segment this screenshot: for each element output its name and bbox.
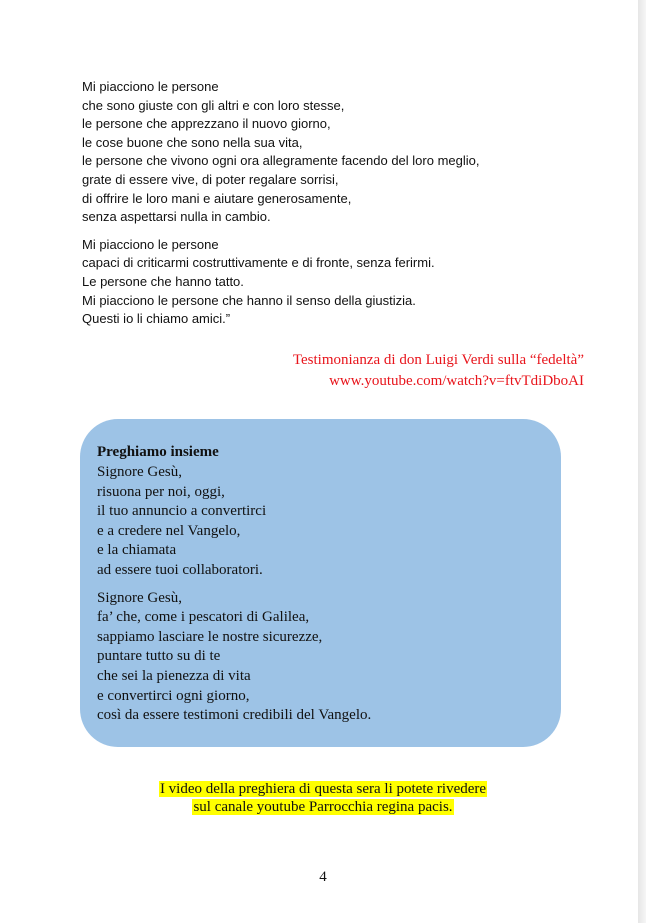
prayer-line: puntare tutto su di te [97, 648, 221, 665]
prayer-line: Signore Gesù, [97, 464, 182, 480]
poem-line: Le persone che hanno tatto. [82, 273, 244, 289]
poem-line: di offrire le loro mani e aiutare generosamente, [82, 190, 352, 206]
credit-video-link[interactable]: www.youtube.com/watch?v=ftvTdiDboAI [329, 373, 584, 389]
prayer-line: che sei la pienezza di vita [97, 667, 251, 684]
prayer-line: e a credere nel Vangelo, [97, 522, 241, 539]
poem-stanza-2 [82, 236, 582, 329]
testimony-credit [293, 350, 584, 392]
prayer-line: così da essere testimoni credibili del Vangelo. [97, 707, 372, 724]
poem-line: Mi piacciono le persone [82, 79, 219, 94]
poem-line: Mi piacciono le persone [82, 236, 219, 252]
poem-line: le cose buone che sono nella sua vita, [82, 134, 303, 150]
prayer-line: risuona per noi, oggi, [97, 483, 225, 500]
prayer-stanza-2 [97, 589, 543, 726]
credit-attribution: Testimonianza di don Luigi Verdi sulla “fedeltà” [292, 352, 584, 368]
poem-line: che sono giuste con gli altri e con loro stesse, [82, 97, 345, 113]
poem-line: le persone che apprezzano il nuovo giorno, [82, 116, 331, 132]
prayer-title: Preghiamo insieme [97, 444, 219, 460]
notice-line-2: sul canale youtube Parrocchia regina pacis. [193, 799, 453, 815]
poem-line: le persone che vivono ogni ora allegramente facendo del loro meglio, [82, 153, 480, 169]
page-number: 4 [319, 869, 327, 885]
poem-stanza-1 [82, 78, 582, 227]
prayer-line: ad essere tuoi collaboratori. [97, 561, 263, 578]
prayer-line: sappiamo lasciare le nostre sicurezze, [97, 628, 323, 645]
poem-line: grate di essere vive, di poter regalare sorrisi, [82, 171, 339, 187]
notice-line-1: I video della preghiera di questa sera li potete rivedere [159, 781, 487, 797]
poem-line: Mi piacciono le persone che hanno il senso della giustizia. [82, 292, 416, 308]
poem-line: Questi io li chiamo amici.” [82, 311, 231, 327]
prayer-line: fa’ che, come i pescatori di Galilea, [97, 609, 310, 626]
poem-line: senza aspettarsi nulla in cambio. [82, 209, 271, 225]
prayer-line: e convertirci ogni giorno, [97, 687, 250, 704]
prayer-stanza-1 [97, 463, 543, 581]
poem-quote [82, 78, 582, 338]
prayer-box [80, 419, 561, 747]
prayer-line: Signore Gesù, [97, 589, 182, 606]
poem-line: capaci di criticarmi costruttivamente e di fronte, senza ferirmi. [82, 255, 435, 271]
prayer-line: e la chiamata [97, 542, 177, 559]
video-notice [0, 780, 646, 816]
prayer-line: il tuo annuncio a convertirci [97, 503, 267, 520]
